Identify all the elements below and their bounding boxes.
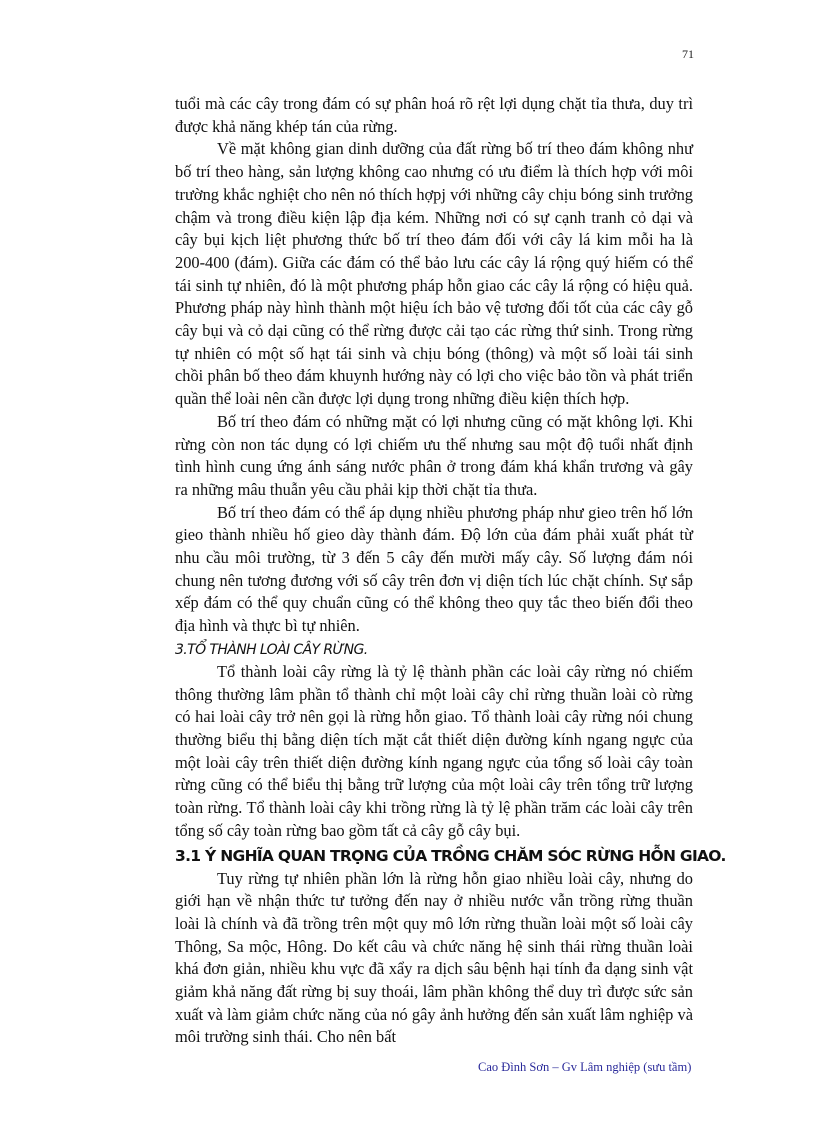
paragraph-pros-cons: Bố trí theo đám có những mặt có lợi nhưng cũng có mặt không lợi. Khi rừng còn non tác dụng có lợi chiếm ưu thế nhưng sau một độ tuổi nhất định tình hình cung ứng ánh sáng nước phân ở trong đám khá khẩn trương và gây ra những mâu thuẫn yêu cầu phải kịp thời chặt tỉa thưa. xyxy=(175,411,693,499)
paragraph-species-composition: Tổ thành loài cây rừng là tỷ lệ thành phần các loài cây rừng nó chiếm thông thường lâm phần tổ thành chỉ một loài cây chỉ rừng thuần loài cò rừng có hai loài cây trở nên gọi là rừng hỗn giao. Tổ thành loài cây rừng nói chung thường biểu thị bằng diện tích mặt cắt thiết diện đường kính ngang ngực của một loài cây trên thiết diện đường kính ngang ngực của tổng số loài cây toàn rừng cũng có thể biểu thị bằng trữ lượng của một loài cây trên tổng trữ lượng toàn rừng. Tổ thành loài cây khi trồng rừng là tỷ lệ phần trăm các loài cây trên tổng số cây toàn rừng bao gồm tất cả cây gỗ cây bụi. xyxy=(175,661,693,840)
page-number: 71 xyxy=(682,47,694,61)
document-body xyxy=(175,93,726,1049)
section-heading-3: 3.TỔ THÀNH LOÀI CÂY RỪNG. xyxy=(175,641,368,658)
paragraph-nutrition-space: Về mặt không gian dinh dưỡng của đất rừng bố trí theo đám không như bố trí theo hàng, sản lượng không cao nhưng có ưu điểm là thích hợp với môi trường khắc nghiệt cho nên nó thích hợpj với những cây chịu bóng sinh trưởng chậm và trong điều kiện lập địa kém. Những nơi có sự cạnh tranh cỏ dại và cây bụi kịch liệt phương thức bố trí theo đám đối với cây lá kim mỗi ha là 200-400 (đám). Giữa các đám có thể bảo lưu các cây lá rộng quý hiếm có thể tái sinh tự nhiên, đó là một phương pháp hỗn giao các cây lá rộng có hiệu quả. Phương pháp này hình thành một hiệu ích bảo vệ tương đối tốt của các cây gỗ cây bụi và cỏ dại cũng có thể rừng được cải tạo các rừng thứ sinh. Trong rừng tự nhiên có một số hạt tái sinh và chịu bóng (thông) và một số loài tái sinh chồi phân bố theo đám khuynh hướng này có lợi cho việc bảo tồn và phát triển quần thể loài nên cần được lợi dụng trong những điều kiện thích hợp. xyxy=(175,139,693,409)
paragraph-mixed-forest-importance: Tuy rừng tự nhiên phần lớn là rừng hỗn giao nhiều loài cây, nhưng do giới hạn về nhận thức tư tưởng đến nay ở nhiều nước vẫn trồng rừng thuần loài là chính và đã trồng trên một quy mô lớn rừng thuần loài một số loài cây Thông, Sa mộc, Hông. Do kết câu và chức năng hệ sinh thái rừng thuần loài khá đơn giản, nhiều khu vực đã xẩy ra dịch sâu bệnh hại tính đa dạng sinh vật giảm khả năng đất rừng bị suy thoái, lâm phần không thể duy trì được sức sản xuất và làm giảm chức năng của nó gây ảnh hưởng đến sản xuất lâm nghiệp và môi trường sinh thái. Cho nên bất xyxy=(175,868,693,1047)
paragraph-continuation: tuổi mà các cây trong đám có sự phân hoá rõ rệt lợi dụng chặt tỉa thưa, duy trì được khả năng khép tán của rừng. xyxy=(175,94,693,136)
section-heading-3-1: 3.1 Ý NGHĨA QUAN TRỌNG CỦA TRỒNG CHĂM SÓC RỪNG HỖN GIAO. xyxy=(175,846,726,865)
page-footer: Cao Đình Sơn – Gv Lâm nghiệp (sưu tầm) xyxy=(478,1060,692,1074)
paragraph-cluster-methods: Bố trí theo đám có thể áp dụng nhiều phương pháp như gieo trên hố lớn gieo thành nhiều hố gieo dày thành đám. Độ lớn của đám phải xuất phát từ nhu cầu môi trường, từ 3 đến 5 cây đến mười mấy cây. Số lượng đám nói chung nên tương đương với số cây trên đơn vị diện tích lúc chặt chính. Sự sắp xếp đám có thể quy chuẩn cũng có thể không theo quy tắc theo biến đổi theo địa hình và thực bì tự nhiên. xyxy=(175,502,693,636)
